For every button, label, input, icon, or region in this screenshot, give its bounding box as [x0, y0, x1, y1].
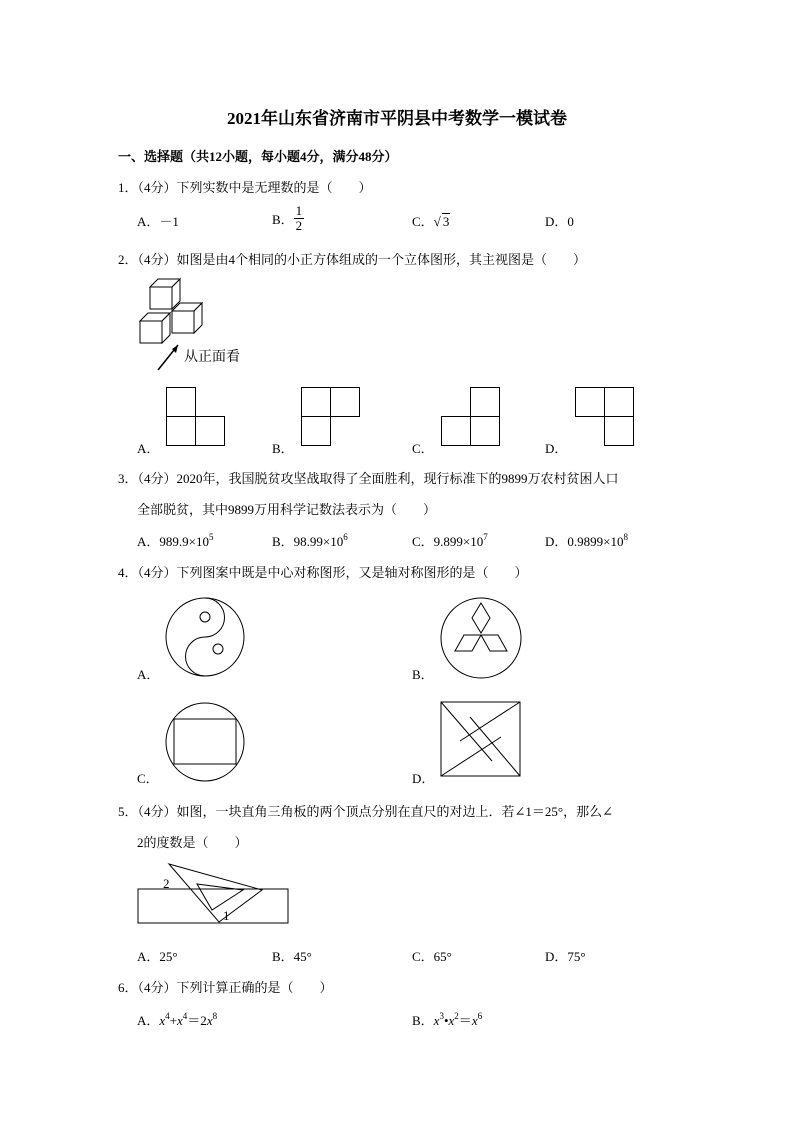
angle-1-label: 1 — [223, 908, 230, 923]
q2-option-c-figure — [441, 387, 501, 447]
q5-option-a: A．25° — [137, 949, 178, 964]
q2-option-b: B． — [272, 441, 294, 456]
q1-option-b: B． $\frac{1}{2}$ — [272, 203, 303, 233]
q2-option-b-figure — [301, 387, 361, 447]
q3-option-d: D．$0.9899\times 10^8$ — [545, 532, 628, 549]
q2-option-a-figure — [166, 387, 226, 447]
triangle-ruler-figure — [137, 862, 292, 927]
q2-option-c: C． — [412, 441, 434, 456]
question-5-stem-line1: 5．（4分）如图，一块直角三角板的两个顶点分别在直尺的对边上．若∠1＝25°，那么∠ — [118, 804, 613, 819]
q6-option-a: A．$x^4+x^4=2x^8$ — [137, 1011, 218, 1028]
q3-option-a: A．$989.9\times 10^5$ — [137, 532, 214, 549]
question-1-stem: 1．（4分）下列实数中是无理数的是（ ） — [118, 180, 372, 195]
q6-option-b: B．$x^3•x^2=x^6$ — [412, 1011, 483, 1028]
q3-option-b: B．$98.99\times 10^6$ — [272, 532, 348, 549]
question-2-stem: 2．（4分）如图是由4个相同的小正方体组成的一个立体图形，其主视图是（ ） — [118, 252, 587, 267]
q5-option-d: D．75° — [545, 949, 586, 964]
q4-option-d-figure — [440, 701, 522, 779]
question-4-stem: 4．（4分）下列图案中既是中心对称图形，又是轴对称图形的是（ ） — [118, 565, 528, 580]
q5-option-b: B．45° — [272, 949, 312, 964]
question-6-stem: 6．（4分）下列计算正确的是（ ） — [118, 980, 333, 995]
section-heading: 一、选择题（共12小题，每小题4分，满分48分） — [118, 149, 398, 164]
q2-option-a: A． — [137, 441, 160, 456]
q4-option-a: A． — [137, 667, 160, 682]
q3-option-c: C．$9.899\times 10^7$ — [412, 532, 488, 549]
angle-2-label: 2 — [163, 876, 170, 891]
q2-option-d: D． — [545, 441, 568, 456]
q1-option-c: C．√ 3 — [412, 214, 450, 229]
question-3-stem-line1: 3．（4分）2020年，我国脱贫攻坚战取得了全面胜利，现行标准下的9899万农村贫困人口 — [118, 471, 619, 486]
q2-option-d-figure — [575, 387, 635, 447]
q4-option-c-figure — [165, 702, 247, 784]
q4-option-b: B． — [412, 667, 434, 682]
q1-option-a: A．－1 — [137, 214, 179, 229]
page-title: 2021年山东省济南市平阴县中考数学一模试卷 — [227, 109, 567, 128]
question-3-stem-line2: 全部脱贫，其中9899万用科学记数法表示为（ ） — [137, 502, 437, 517]
q1-option-d: D．0 — [545, 214, 574, 229]
q4-option-b-figure — [440, 597, 524, 681]
sqrt-symbol: √ — [433, 214, 441, 229]
question-5-stem-line2: 2的度数是（ ） — [137, 835, 248, 850]
q4-option-d: D． — [412, 771, 435, 786]
fraction: $\frac{1}{2}$ — [295, 203, 303, 233]
view-direction-label: 从正面看 — [184, 350, 240, 365]
q5-option-c: C．65° — [412, 949, 452, 964]
q4-option-a-figure — [165, 597, 247, 679]
q4-option-c: C． — [137, 771, 159, 786]
